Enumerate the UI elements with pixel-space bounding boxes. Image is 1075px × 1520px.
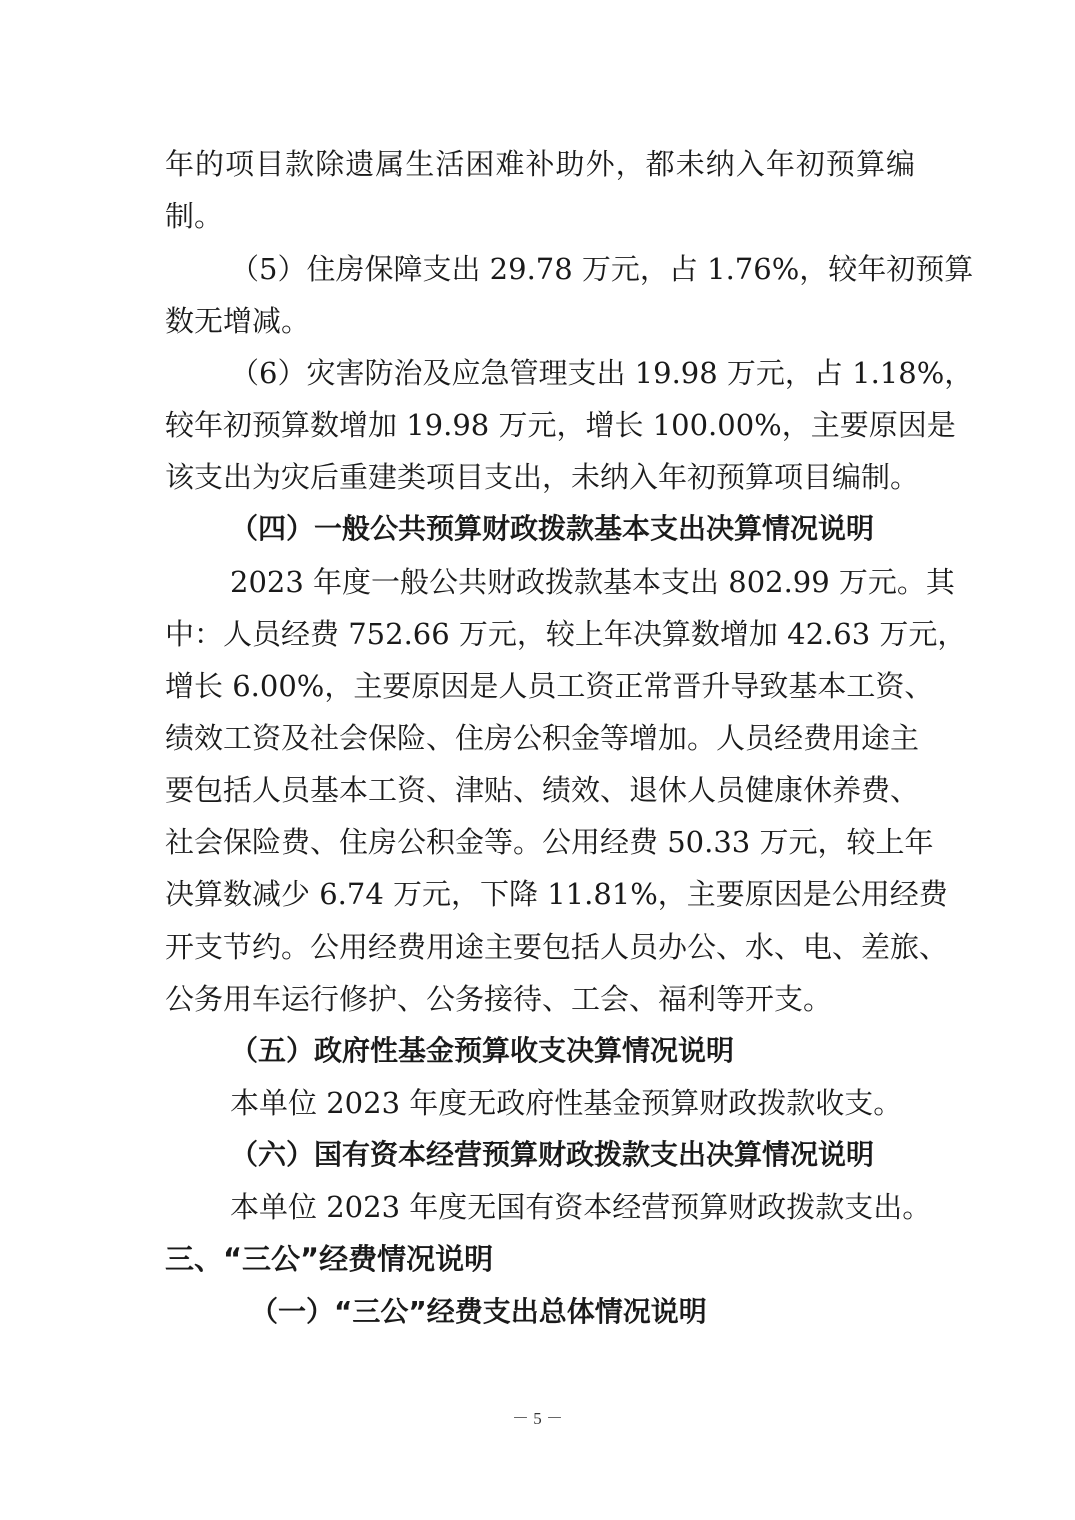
chapter-heading-3: 三、“三公”经费情况说明 — [165, 1242, 494, 1276]
body-text-line: 中：人员经费 752.66 万元，较上年决算数增加 42.63 万元， — [165, 617, 967, 651]
page-number: － 5 － — [512, 1409, 563, 1428]
body-text-line: 较年初预算数增加 19.98 万元，增长 100.00%，主要原因是 — [165, 408, 956, 442]
body-text-line: 数无增减。 — [165, 304, 311, 338]
section-heading-6: （六）国有资本经营预算财政拨款支出决算情况说明 — [230, 1138, 875, 1171]
section-heading-5: （五）政府性基金预算收支决算情况说明 — [230, 1034, 735, 1067]
body-text-line: 决算数减少 6.74 万元，下降 11.81%，主要原因是公用经费 — [165, 877, 948, 911]
body-text-line: 年的项目款除遗属生活困难补助外，都未纳入年初预算编 — [165, 147, 915, 181]
body-text-line: （5）住房保障支出 29.78 万元，占 1.76%，较年初预算 — [230, 252, 974, 286]
body-text-line: 该支出为灾后重建类项目支出，未纳入年初预算项目编制。 — [165, 460, 920, 494]
section-heading-4: （四）一般公共预算财政拨款基本支出决算情况说明 — [230, 512, 875, 545]
body-text-line: 社会保险费、住房公积金等。公用经费 50.33 万元，较上年 — [165, 825, 934, 859]
body-text-line: 公务用车运行修护、公务接待、工会、福利等开支。 — [165, 982, 833, 1016]
body-text-line: （6）灾害防治及应急管理支出 19.98 万元，占 1.18%， — [230, 356, 974, 390]
body-text-line: 增长 6.00%，主要原因是人员工资正常晋升导致基本工资、 — [165, 669, 934, 703]
subsection-heading-1: （一）“三公”经费支出总体情况说明 — [250, 1295, 707, 1328]
body-text-line: 绩效工资及社会保险、住房公积金等增加。人员经费用途主 — [165, 721, 920, 755]
body-text-line: 开支节约。公用经费用途主要包括人员办公、水、电、差旅、 — [165, 930, 949, 964]
body-text-line: 2023 年度一般公共财政拨款基本支出 802.99 万元。其 — [230, 565, 955, 599]
body-text-line: 本单位 2023 年度无政府性基金预算财政拨款收支。 — [230, 1086, 903, 1120]
body-text-line: 本单位 2023 年度无国有资本经营预算财政拨款支出。 — [230, 1190, 932, 1224]
body-text-line: 要包括人员基本工资、津贴、绩效、退休人员健康休养费、 — [165, 773, 920, 807]
body-text-line: 制。 — [165, 199, 224, 233]
